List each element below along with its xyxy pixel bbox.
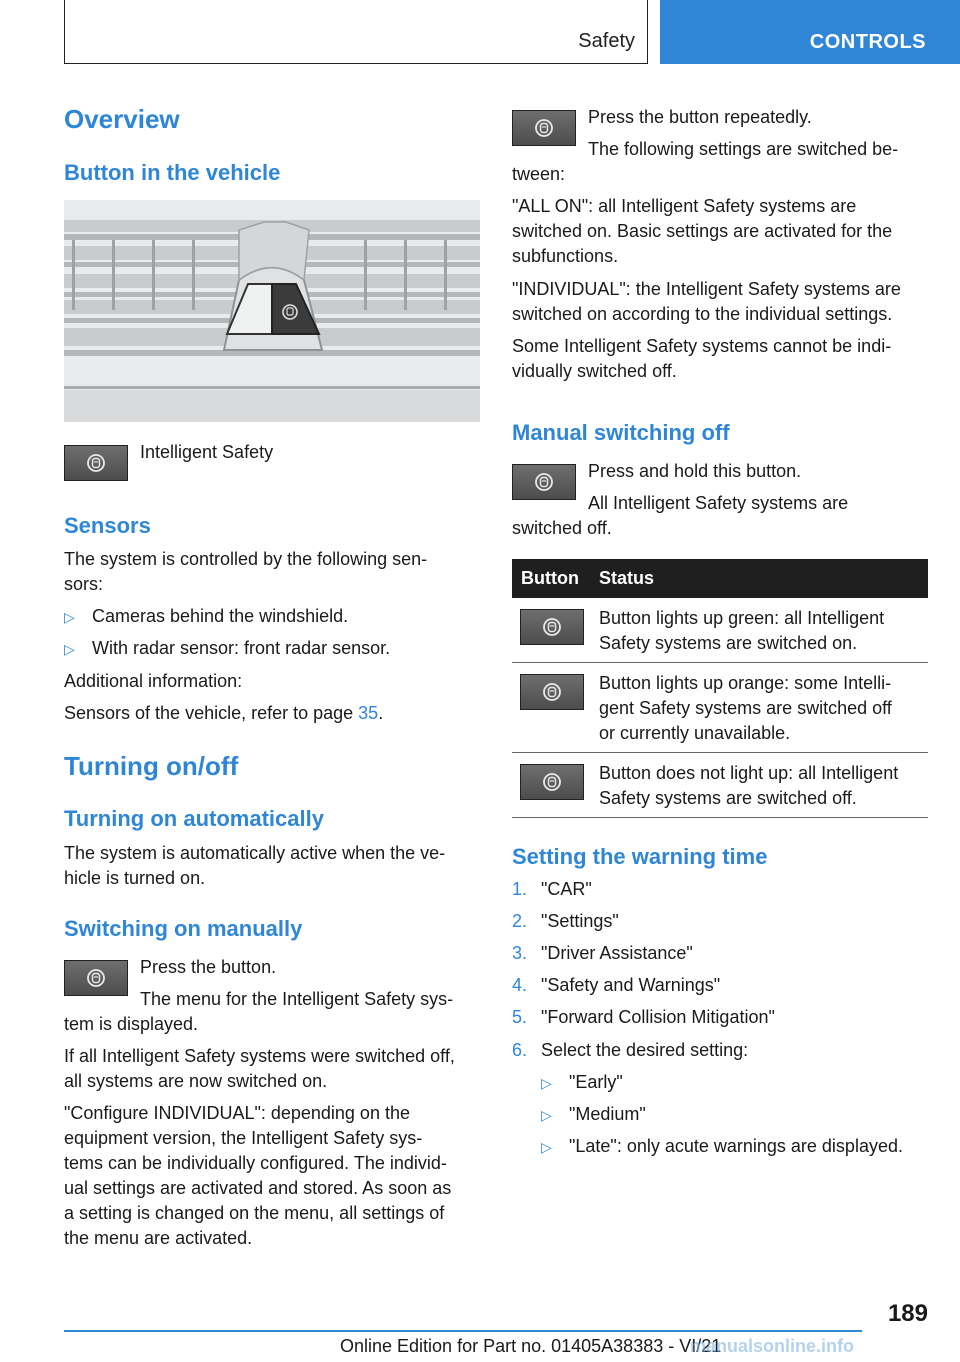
- list-item: [64, 604, 480, 629]
- list-item: [541, 1134, 928, 1159]
- step-text: "Forward Collision Mitigation": [541, 1007, 775, 1027]
- intelligent-safety-icon: [520, 764, 584, 800]
- all-switched-off-text: If all Intelligent Safety systems were switched off, all systems are now switched on.: [64, 1046, 455, 1091]
- step-number: 4.: [512, 975, 528, 995]
- turning-auto-text: The system is automatically active when the ve- hicle is turned on.: [64, 843, 446, 888]
- bullet-text: "Late": only acute warnings are displayed.: [569, 1136, 903, 1156]
- press-hold-text: Press and hold this button.: [588, 461, 802, 481]
- configure-individual-text: "Configure INDIVIDUAL": depending on the equipment version, the Intelligent Safety sys- tems can be individually configured. The individ- ual settings are activated and stored. As soon as a setting is changed on the menu, all settings of the menu are activated.: [64, 1103, 452, 1248]
- menu-displayed-text: The menu for the Intelligent Safety sys-: [140, 989, 454, 1009]
- step-number: 2.: [512, 911, 528, 931]
- list-item: [512, 877, 928, 902]
- column-header-status: Status: [599, 568, 655, 588]
- step-number: 3.: [512, 943, 528, 963]
- step-text: Select the desired setting:: [541, 1040, 749, 1060]
- intelligent-safety-icon: [64, 445, 128, 481]
- status-text: Button lights up orange: some Intelli- gent Safety systems are switched off or currently unavailable.: [599, 673, 892, 743]
- all-off-text: All Intelligent Safety systems are: [588, 493, 849, 513]
- column-header-button: Button: [521, 568, 579, 588]
- step-text: "Settings": [541, 911, 619, 931]
- intelligent-safety-icon: [512, 464, 576, 500]
- intelligent-safety-icon: [64, 960, 128, 996]
- triangle-right-icon: ▷: [541, 1075, 552, 1091]
- heading-setting-warning-time: Setting the warning time: [512, 844, 768, 869]
- press-button-text: Press the button.: [140, 957, 277, 977]
- list-item: [512, 1038, 928, 1063]
- press-repeatedly-text: Press the button repeatedly.: [588, 107, 812, 127]
- footer-divider: [64, 1330, 862, 1332]
- heading-overview: Overview: [64, 104, 180, 134]
- bullet-text: "Early": [569, 1072, 623, 1092]
- list-item: [541, 1102, 928, 1127]
- bullet-text: "Medium": [569, 1104, 646, 1124]
- status-table-header: [512, 559, 928, 598]
- list-item: [512, 1005, 928, 1030]
- table-row: [512, 598, 928, 663]
- header-section-title: Safety: [578, 30, 635, 52]
- additional-info: Additional information:: [64, 671, 243, 691]
- heading-manual-switching-off: Manual switching off: [512, 420, 730, 445]
- caption-intelligent-safety: Intelligent Safety: [140, 442, 274, 462]
- list-item: [512, 909, 928, 934]
- heading-switching-on-manually: Switching on manually: [64, 916, 303, 941]
- reference-text: Sensors of the vehicle, refer to page: [64, 703, 359, 723]
- switched-between-text: The following settings are switched be-: [588, 139, 899, 159]
- header-chapter-title: CONTROLS: [809, 31, 926, 53]
- reference-end: .: [378, 703, 384, 723]
- step-text: "Safety and Warnings": [541, 975, 721, 995]
- list-item: [541, 1070, 928, 1095]
- sensors-intro: The system is controlled by the following sen- sors:: [64, 549, 428, 594]
- switched-between-text-cont: tween:: [512, 164, 566, 184]
- triangle-right-icon: ▷: [64, 609, 75, 625]
- watermark: manualsonline.info: [690, 1336, 855, 1356]
- triangle-right-icon: ▷: [541, 1139, 552, 1155]
- step-text: "CAR": [541, 879, 592, 899]
- list-item: [64, 636, 480, 661]
- step-text: "Driver Assistance": [541, 943, 693, 963]
- heading-button-in-vehicle: Button in the vehicle: [64, 160, 281, 185]
- menu-displayed-text-cont: tem is displayed.: [64, 1014, 199, 1034]
- some-cannot-text: Some Intelligent Safety systems cannot be indi- vidually switched off.: [512, 336, 892, 381]
- step-number: 5.: [512, 1007, 528, 1027]
- all-on-text: "ALL ON": all Intelligent Safety systems are switched on. Basic settings are activated for the subfunctions.: [512, 196, 893, 266]
- table-row: [512, 663, 928, 753]
- status-text: Button lights up green: all Intelligent Safety systems are switched on.: [599, 608, 885, 653]
- bullet-text: Cameras behind the windshield.: [92, 606, 349, 626]
- individual-text: "INDIVIDUAL": the Intelligent Safety systems are switched on according to the individual settings.: [512, 279, 901, 324]
- footer-edition: Online Edition for Part no. 01405A38383 - VI/21: [340, 1336, 722, 1356]
- triangle-right-icon: ▷: [64, 641, 75, 657]
- page-link[interactable]: 35: [358, 703, 379, 723]
- list-item: [512, 973, 928, 998]
- intelligent-safety-icon: [520, 674, 584, 710]
- triangle-right-icon: ▷: [541, 1107, 552, 1123]
- page-number: 189: [887, 1300, 928, 1327]
- step-number: 6.: [512, 1040, 528, 1060]
- step-number: 1.: [512, 879, 528, 899]
- table-row: [512, 753, 928, 818]
- vehicle-button-photo: [64, 200, 480, 422]
- heading-turning-on-automatically: Turning on automatically: [64, 806, 324, 831]
- list-item: [512, 941, 928, 966]
- all-off-text-cont: switched off.: [512, 518, 612, 538]
- bullet-text: With radar sensor: front radar sensor.: [92, 638, 391, 658]
- header-chapter-tab: [660, 0, 960, 64]
- heading-turning-on-off: Turning on/off: [64, 751, 239, 781]
- intelligent-safety-icon: [520, 609, 584, 645]
- sensors-reference: [64, 701, 383, 726]
- status-text: Button does not light up: all Intelligent Safety systems are switched off.: [599, 763, 899, 808]
- heading-sensors: Sensors: [64, 513, 151, 538]
- intelligent-safety-icon: [512, 110, 576, 146]
- header-box: [64, 0, 648, 64]
